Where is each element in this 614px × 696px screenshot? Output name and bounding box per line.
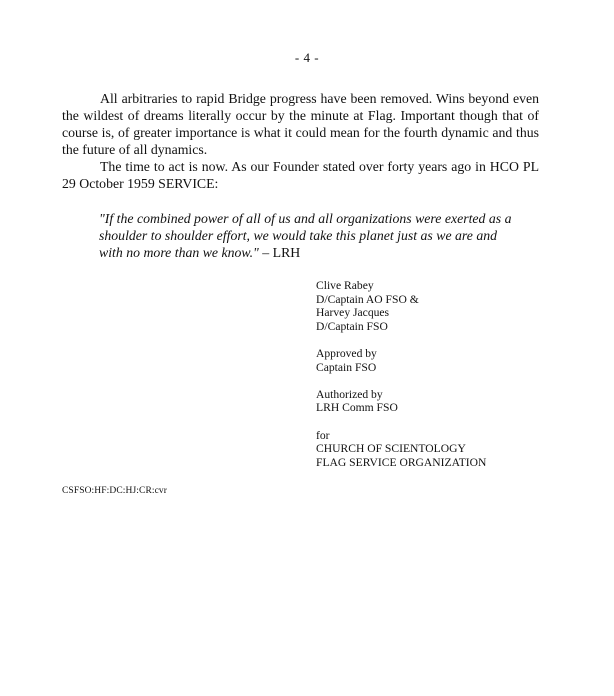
- body-paragraph-1: [62, 90, 539, 158]
- author-title: D/Captain FSO: [316, 319, 388, 333]
- paragraph-text: The time to act is now. As our Founder stated over forty years ago in HCO PL 29 October 1959 SERVICE:: [62, 159, 539, 191]
- authorized-label: Authorized by: [316, 387, 383, 401]
- author-title: D/Captain AO FSO &: [316, 292, 419, 306]
- quote-attribution: – LRH: [258, 245, 301, 260]
- organization-name: CHURCH OF SCIENTOLOGY: [316, 442, 466, 456]
- organization-block: [316, 429, 576, 470]
- paragraph-text: All arbitraries to rapid Bridge progress have been removed. Wins beyond even the wildest of dreams literally occur by the minute at Flag. Important though that of course is, of greater importance is what it could mean for the fourth dynamic and thus the future of all dynamics.: [62, 91, 539, 157]
- body-paragraph-2: [62, 158, 539, 192]
- approved-block: [316, 347, 576, 374]
- author-name: Clive Rabey: [316, 279, 374, 292]
- author-name: Harvey Jacques: [316, 306, 390, 320]
- quote-text: "If the combined power of all of us and all organizations were exerted as a shoulder to shoulder effort, we would take this planet just as we are and with no more than we know.": [99, 211, 512, 260]
- page-number: - 4 -: [294, 50, 320, 65]
- founder-quote: [99, 210, 519, 261]
- authors-block: [316, 279, 576, 333]
- for-label: for: [316, 428, 330, 442]
- reference-code: CSFSO:HF:DC:HJ:CR:cvr: [62, 486, 168, 496]
- approver-title: Captain FSO: [316, 360, 377, 374]
- signature-section: [316, 279, 576, 483]
- organization-unit: FLAG SERVICE ORGANIZATION: [316, 455, 487, 469]
- approved-label: Approved by: [316, 346, 377, 360]
- authorized-block: [316, 388, 576, 415]
- authorizer-title: LRH Comm FSO: [316, 401, 398, 415]
